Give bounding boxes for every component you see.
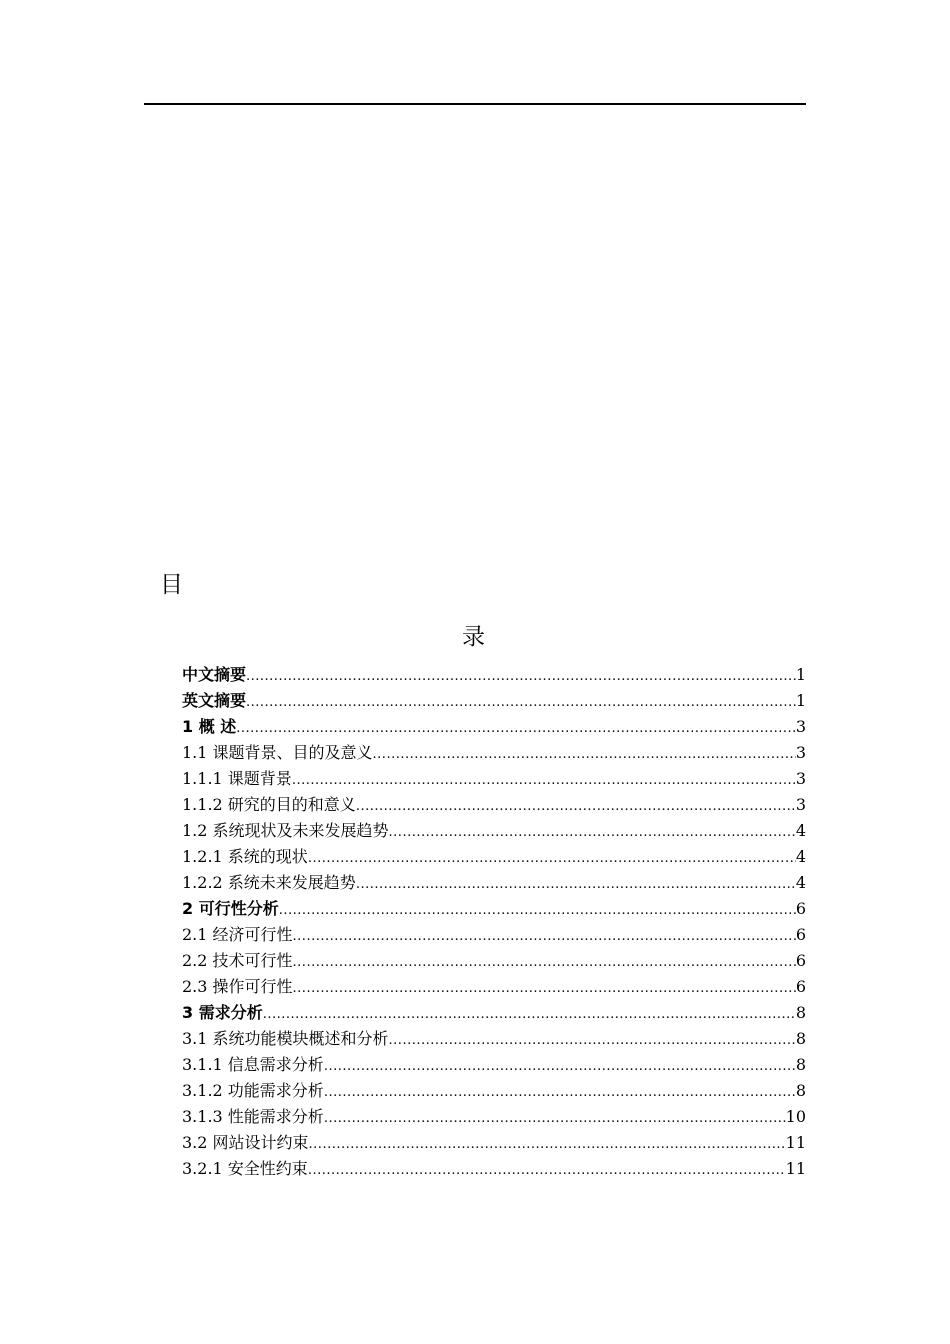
- toc-entry-label: 1.1.2 研究的目的和意义: [182, 795, 356, 814]
- toc-title-part-2: 录: [462, 624, 485, 650]
- table-of-contents: [182, 662, 806, 1182]
- toc-entry[interactable]: [182, 792, 806, 818]
- toc-entry-page-number: 8: [795, 1055, 806, 1074]
- toc-title-part-1: 目: [160, 572, 183, 598]
- toc-dot-leader: [246, 690, 796, 716]
- toc-entry-label: 1.2.2 系统未来发展趋势: [182, 873, 356, 892]
- toc-entry-label: 1.2.1 系统的现状: [182, 847, 308, 866]
- toc-entry-label: 3.2 网站设计约束: [182, 1133, 309, 1152]
- toc-dot-leader: [293, 976, 796, 1002]
- toc-entry-label: 3.1.3 性能需求分析: [182, 1107, 324, 1126]
- toc-entry-page-number: 1: [795, 665, 806, 684]
- toc-entry-label: 3.2.1 安全性约束: [182, 1159, 308, 1178]
- toc-entry-page-number: 11: [785, 1133, 806, 1152]
- toc-entry-label: 英文摘要: [182, 691, 247, 710]
- toc-dot-leader: [308, 1158, 786, 1184]
- toc-entry[interactable]: [182, 1130, 806, 1156]
- toc-entry[interactable]: [182, 1026, 806, 1052]
- toc-entry[interactable]: [182, 844, 806, 870]
- toc-entry[interactable]: [182, 688, 806, 714]
- toc-entry-page-number: 8: [795, 1003, 806, 1022]
- toc-entry-label: 2 可行性分析: [182, 899, 279, 918]
- toc-entry-page-number: 8: [795, 1081, 806, 1100]
- header-rule: [144, 103, 806, 105]
- toc-entry[interactable]: [182, 766, 806, 792]
- toc-entry[interactable]: [182, 740, 806, 766]
- toc-entry[interactable]: [182, 662, 806, 688]
- toc-entry-page-number: 4: [795, 847, 806, 866]
- toc-dot-leader: [263, 1002, 796, 1028]
- toc-dot-leader: [373, 742, 796, 768]
- toc-entry[interactable]: [182, 922, 806, 948]
- toc-dot-leader: [356, 794, 796, 820]
- toc-dot-leader: [236, 716, 796, 742]
- toc-entry-page-number: 6: [795, 951, 806, 970]
- toc-entry-label: 3.1.1 信息需求分析: [182, 1055, 324, 1074]
- toc-entry[interactable]: [182, 974, 806, 1000]
- toc-entry-label: 1 概 述: [182, 717, 237, 736]
- toc-entry-page-number: 3: [795, 717, 806, 736]
- toc-dot-leader: [293, 950, 796, 976]
- toc-entry-page-number: 4: [795, 821, 806, 840]
- toc-entry[interactable]: [182, 1052, 806, 1078]
- toc-entry[interactable]: [182, 948, 806, 974]
- toc-entry-page-number: 6: [795, 977, 806, 996]
- toc-entry-label: 2.3 操作可行性: [182, 977, 293, 996]
- toc-entry[interactable]: [182, 1104, 806, 1130]
- toc-entry-label: 3.1 系统功能模块概述和分析: [182, 1029, 389, 1048]
- toc-entry-page-number: 10: [785, 1107, 806, 1126]
- toc-entry-label: 1.1 课题背景、目的及意义: [182, 743, 373, 762]
- toc-dot-leader: [324, 1106, 786, 1132]
- toc-entry-page-number: 3: [795, 769, 806, 788]
- toc-entry[interactable]: [182, 1078, 806, 1104]
- toc-entry-page-number: 3: [795, 743, 806, 762]
- toc-entry-label: 2.2 技术可行性: [182, 951, 293, 970]
- toc-dot-leader: [308, 846, 796, 872]
- toc-entry-label: 3.1.2 功能需求分析: [182, 1081, 324, 1100]
- toc-entry-page-number: 11: [785, 1159, 806, 1178]
- toc-entry-page-number: 8: [795, 1029, 806, 1048]
- toc-dot-leader: [324, 1054, 796, 1080]
- toc-dot-leader: [293, 924, 796, 950]
- toc-entry-page-number: 6: [795, 925, 806, 944]
- toc-dot-leader: [356, 872, 796, 898]
- toc-dot-leader: [324, 1080, 796, 1106]
- toc-entry-page-number: 4: [795, 873, 806, 892]
- toc-entry-label: 2.1 经济可行性: [182, 925, 293, 944]
- toc-entry-page-number: 6: [795, 899, 806, 918]
- toc-entry-page-number: 1: [795, 691, 806, 710]
- toc-entry-label: 1.2 系统现状及未来发展趋势: [182, 821, 389, 840]
- toc-entry-label: 中文摘要: [182, 665, 247, 684]
- toc-dot-leader: [389, 1028, 796, 1054]
- toc-entry[interactable]: [182, 1156, 806, 1182]
- toc-entry[interactable]: [182, 896, 806, 922]
- toc-dot-leader: [246, 664, 796, 690]
- toc-entry[interactable]: [182, 1000, 806, 1026]
- toc-entry-label: 1.1.1 课题背景: [182, 769, 292, 788]
- toc-dot-leader: [309, 1132, 786, 1158]
- toc-entry[interactable]: [182, 818, 806, 844]
- toc-entry[interactable]: [182, 870, 806, 896]
- toc-entry[interactable]: [182, 714, 806, 740]
- toc-dot-leader: [292, 768, 796, 794]
- toc-entry-label: 3 需求分析: [182, 1003, 263, 1022]
- toc-dot-leader: [389, 820, 796, 846]
- toc-entry-page-number: 3: [795, 795, 806, 814]
- toc-dot-leader: [279, 898, 796, 924]
